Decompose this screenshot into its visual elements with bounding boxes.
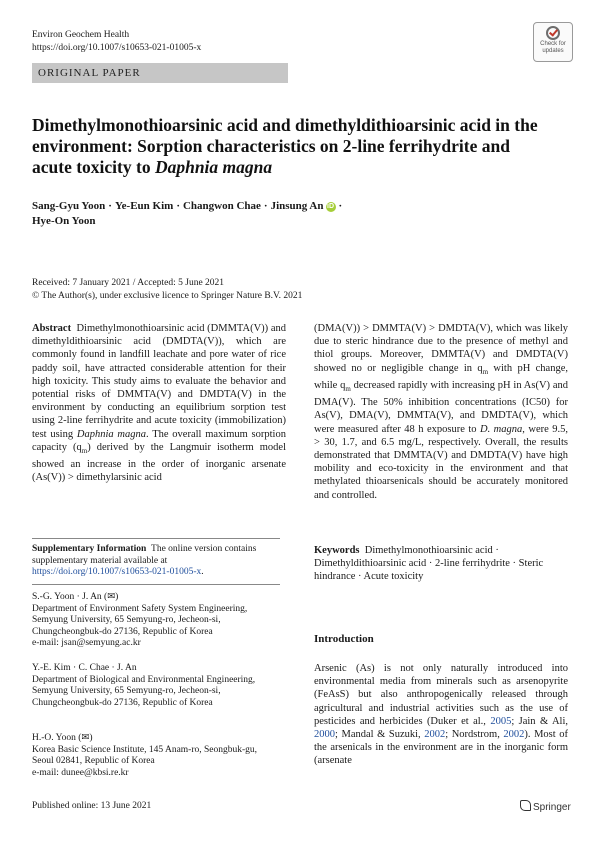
journal-name: Environ Geochem Health xyxy=(32,30,130,40)
divider xyxy=(32,584,280,585)
divider xyxy=(32,538,280,539)
abstract-left: Abstract Dimethylmonothioarsinic acid (DMMTA(V)) and dimethyldithioarsinic acid (DMDTA(V)), which are commonly found in landfill leachate and pore water of rice paddy soil, have attracted considerable attention for their high toxicity. This study aims to evaluate the behavior and potential risks of DMMTA(V) and DMDTA(V) in the environment by conducting an equilibrium sorption test using 2-line ferrihydrite and acute toxicity (immobilization) test using Daphnia magna. The overall maximum sorption capacity $(q_m)$ derived by the Langmuir isotherm model showed an increase in the order of inorganic arsenate (As(V)) > dimethylarsinic acid xyxy=(32,323,287,484)
citation-link[interactable]: 2002 xyxy=(424,729,446,741)
orcid-icon[interactable]: iD xyxy=(327,203,334,210)
keywords-block xyxy=(314,544,568,584)
author-name[interactable]: Changwon Chae xyxy=(182,200,261,212)
supplementary-link[interactable]: https://doi.org/10.1007/s10653-021-01005-x xyxy=(32,567,202,577)
affiliation-1: S.-G. Yoon · J. An (✉) Department of Environment Safety System Engineering, Semyung University, 65 Semyung-ro, Jecheon-si, Chungcheongbuk-do 27136, Republic of Korea e-mail: jsan@semyung.ac.kr xyxy=(32,592,276,650)
keywords-label: Keywords xyxy=(314,545,360,556)
author-name[interactable]: Jinsung An xyxy=(270,200,324,212)
publisher-logo: Springer xyxy=(520,800,571,813)
article-dates xyxy=(32,277,302,303)
check-updates-icon xyxy=(546,26,560,40)
section-heading: Introduction xyxy=(314,633,374,645)
affiliation-2: Y.-E. Kim · C. Chae · J. An Department of Biological and Environmental Engineering, Semyung University, 65 Semyung-ro, Jecheon-si, Chungcheongbuk-do 27136, Republic of Korea xyxy=(32,663,256,708)
author-name[interactable]: Sang-Gyu Yoon xyxy=(32,200,106,212)
received-accepted-dates: Received: 7 January 2021 / Accepted: 5 June 2021 xyxy=(32,278,225,288)
citation-link[interactable]: 2005 xyxy=(490,715,512,727)
author-name[interactable]: Hye-On Yoon xyxy=(32,215,96,227)
doi-link[interactable]: https://doi.org/10.1007/s10653-021-01005-x xyxy=(32,43,202,53)
author-name[interactable]: Ye-Eun Kim xyxy=(114,200,174,212)
springer-horse-icon xyxy=(520,800,531,811)
abstract-label: Abstract xyxy=(32,323,72,334)
published-date: Published online: 13 June 2021 xyxy=(32,801,152,811)
introduction-text: Arsenic (As) is not only naturally introduced into environmental media from minerals such as arsenopyrite (FeAsS) but also anthropogenically released through agricultural and industrial activities such as the use of pesticides and herbicides (Duker et al., 2005; Jain & Ali, 2000; Mandal & Suzuki, 2002; Nordstrom, 2002). Most of the arsenicals in the environment are in the inorganic form (arsenate xyxy=(314,663,568,767)
supplementary-info: Supplementary Information The online version contains supplementary material available at https://doi.org/10.1007/s10653-021-01005-x. xyxy=(32,544,257,577)
article-title: Dimethylmonothioarsinic acid and dimethyldithioarsinic acid in the environment: Sorption characteristics on 2-line ferrihydrite and acute toxicity to Daphnia magna xyxy=(32,115,538,177)
citation-link[interactable]: 2002 xyxy=(503,729,525,741)
affiliation-3: H.-O. Yoon (✉) Korea Basic Science Institute, 145 Anam-ro, Seongbuk-gu, Seoul 02841, Republic of Korea e-mail: dunee@kbsi.re.kr xyxy=(32,733,276,779)
citation-link[interactable]: 2000 xyxy=(314,729,335,741)
paper-type-label: ORIGINAL PAPER xyxy=(32,63,288,83)
author-list: Sang-Gyu Yoon · Ye-Eun Kim · Changwon Chae · Jinsung An iD · Hye-On Yoon xyxy=(32,200,343,227)
keywords-text: Dimethylmonothioarsinic acid · Dimethyldithioarsinic acid · 2-line ferrihydrite · Steric hindrance · Acute toxicity xyxy=(314,545,544,583)
check-updates-label: Check for updates xyxy=(540,41,566,54)
abstract-right: (DMA(V)) > DMMTA(V) > DMDTA(V), which was likely due to steric hindrance due to the presence of methyl and thiol groups. Moreover, DMMTA(V) and DMDTA(V) showed no or negligible change in $q_m$ with pH change, while $q_m$ decreased rapidly with increasing pH in As(V) and DMA(V). The 50% inhibition concentrations (IC50) for As(V), DMA(V), DMMTA(V), and DMDTA(V), which were measured after 48 h exposure to D. magna, were 9.5, > 30, 1.7, and 6.5 mg/L, respectively. Overall, the results demonstrated that DMMTA(V) and DMDTA(V) have high mobility and eco-toxicity in the environment and that methylated thioarsenicals should be accurately monitored and controlled. xyxy=(314,323,569,501)
check-for-updates-badge[interactable] xyxy=(533,22,573,62)
email-link[interactable]: e-mail: dunee@kbsi.re.kr xyxy=(32,767,129,778)
email-link[interactable]: e-mail: jsan@semyung.ac.kr xyxy=(32,638,141,648)
copyright-notice: © The Author(s), under exclusive licence to Springer Nature B.V. 2021 xyxy=(32,291,303,301)
